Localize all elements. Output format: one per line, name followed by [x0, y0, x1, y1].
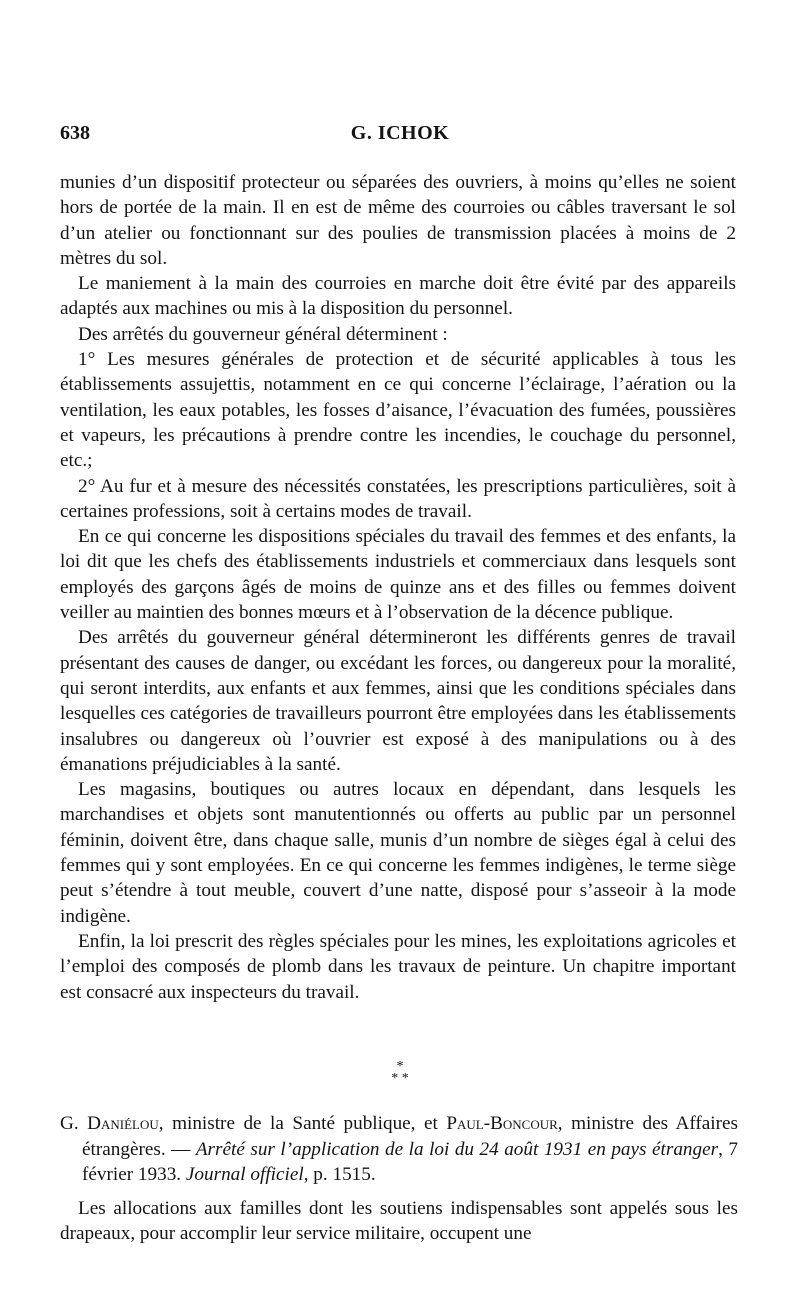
author1-role: , ministre de la Santé publique, et: [158, 1113, 447, 1134]
paragraph: 2° Au fur et à mesure des nécessités constatées, les prescriptions particulières, soit à certaines professions, soit à certains modes de travail.: [60, 475, 736, 522]
paragraph: Les magasins, boutiques ou autres locaux en dépendant, dans lesquels les marchandises et objets sont manutentionnés ou offerts au public par un personnel féminin, doivent être, dans chaque salle, munis d’un nombre de sièges égal à celui des femmes qui y sont employées. En ce qui concerne les femmes indigènes, le terme siège peut s’étendre à tout meuble, couvert d’une natte, disposé pour s’asseoir à la mode indigène.: [60, 779, 736, 927]
paragraph: Des arrêtés du gouverneur général déterminent :: [78, 323, 448, 345]
citation-block: [60, 1111, 738, 1188]
author1-name: Daniélou: [87, 1113, 159, 1134]
paragraph: Enfin, la loi prescrit des règles spéciales pour les mines, les exploitations agricoles et l’emploi des composés de plomb dans les travaux de peinture. Un chapitre important est consacré aux inspecteurs du travail.: [60, 930, 736, 1003]
citation-page-ref: , p. 1515.: [303, 1164, 376, 1185]
author2-role: , ministre des Affaires étrangères. —: [82, 1113, 738, 1160]
citation-journal: Journal officiel: [185, 1164, 304, 1185]
citation-title: Arrêté sur l’application de la loi du 24 août 1931 en pays étranger: [195, 1138, 719, 1160]
author2-name: Paul-Boncour: [446, 1113, 558, 1134]
author1-initial: G.: [60, 1113, 88, 1134]
paragraph: 1° Les mesures générales de protection et de sécurité applicables à tous les établissements assujettis, notamment en ce qui concerne l’éclairage, l’aération ou la ventilation, les eaux potables, les fosses d’aisance, l’évacuation des fumées, poussières et vapeurs, les précautions à prendre contre les incendies, le couchage du personnel, etc.;: [60, 349, 736, 472]
paragraph: Le maniement à la main des courroies en marche doit être évité par des appareils adaptés aux machines ou mis à la disposition du personnel.: [60, 273, 736, 320]
running-head: G. ICHOK: [350, 122, 450, 144]
citation-date: , 7 février 1933.: [82, 1138, 738, 1185]
page-number: 638: [60, 122, 90, 144]
closing-paragraph: Les allocations aux familles dont les soutiens indispensables sont appelés sous les drapeaux, pour accomplir leur service militaire, occupent une: [60, 1198, 738, 1245]
paragraph: En ce qui concerne les dispositions spéciales du travail des femmes et des enfants, la loi dit que les chefs des établissements industriels et commerciaux dans lesquels sont employés des garçons âgés de moins de quinze ans et des filles ou femmes doivent veiller au maintien des bonnes mœurs et à l’observation de la décence publique.: [60, 526, 736, 624]
closing-section: [60, 1196, 738, 1247]
body-text: [60, 170, 736, 1005]
separator-star-top: *: [396, 1059, 404, 1074]
separator-star-bottom: * *: [391, 1071, 409, 1086]
section-separator: [0, 1061, 800, 1085]
paragraph: Des arrêtés du gouverneur général détermineront les différents genres de travail présentant des causes de danger, ou excédant les forces, ou dangereux pour la moralité, qui seront interdits, aux enfants et aux femmes, ainsi que les conditions spéciales dans lesquelles ces catégories de travailleurs pourront être employées dans les établissements insalubres ou dangereux où l’ouvrier est exposé à des manipulations ou à des émanations préjudiciables à la santé.: [60, 627, 736, 775]
paragraph: munies d’un dispositif protecteur ou séparées des ouvriers, à moins qu’elles ne soient hors de portée de la main. Il en est de même des courroies ou câbles traversant le sol d’un atelier ou fonctionnant sur des poulies de transmission placées à moins de 2 mètres du sol.: [60, 172, 736, 269]
citation-text: [60, 1111, 738, 1188]
page-header: [60, 122, 740, 146]
